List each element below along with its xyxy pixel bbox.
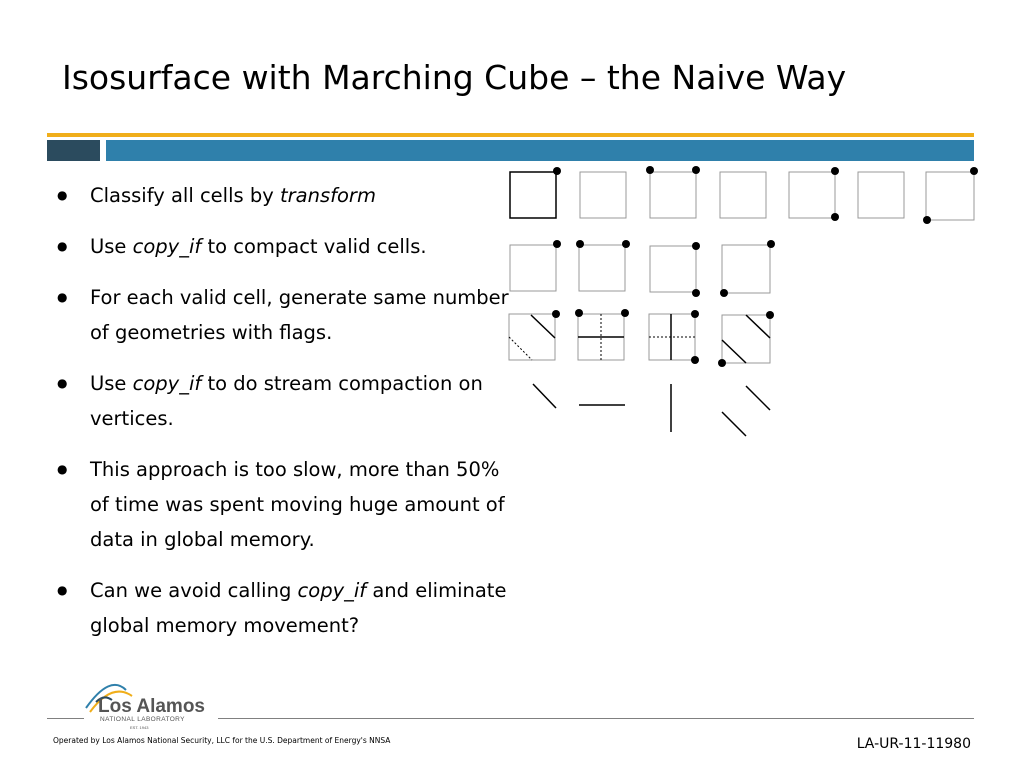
result-segment — [722, 412, 746, 436]
bullet-marker: ● — [57, 462, 68, 476]
vertex-dot — [621, 309, 629, 317]
grid-cell — [510, 245, 556, 291]
bullet-marker: ● — [57, 376, 68, 390]
document-number: LA-UR-11-11980 — [856, 736, 971, 752]
contour-segment — [531, 315, 555, 338]
bullet-item: ● This approach is too slow, more than 50% of time was spent moving huge amount of data in global memory. — [55, 452, 515, 557]
grid-cell — [510, 172, 556, 218]
grid-cell — [579, 245, 625, 291]
vertex-dot — [575, 309, 583, 317]
grid-cell — [722, 245, 770, 293]
slide-title: Isosurface with Marching Cube – the Naive Way — [62, 58, 847, 97]
header-blue-bar — [106, 140, 974, 161]
header-dark-block — [47, 140, 100, 161]
vertex-dot — [692, 242, 700, 250]
logo-est: EST. 1943 — [130, 725, 149, 730]
marching-cubes-diagram — [500, 160, 990, 440]
contour-segment — [722, 340, 746, 363]
footer-rule-left — [47, 718, 84, 719]
bullet-list — [55, 178, 515, 659]
grid-cell — [722, 315, 770, 363]
result-segment — [533, 384, 556, 408]
logo-name: Los Alamos — [98, 696, 205, 717]
grid-cell — [720, 172, 766, 218]
vertex-dot — [552, 310, 560, 318]
vertex-dot — [622, 240, 630, 248]
vertex-dot — [831, 213, 839, 221]
vertex-dot — [923, 216, 931, 224]
bullet-marker: ● — [57, 290, 68, 304]
vertex-dot — [692, 166, 700, 174]
bullet-item: ● Can we avoid calling copy_if and eliminate global memory movement? — [55, 573, 515, 643]
vertex-dot — [553, 240, 561, 248]
vertex-dot — [691, 310, 699, 318]
bullet-marker: ● — [57, 188, 68, 202]
vertex-dot — [970, 167, 978, 175]
vertex-dot — [691, 356, 699, 364]
result-segment — [746, 386, 770, 410]
bullet-marker: ● — [57, 239, 68, 253]
vertex-dot — [646, 166, 654, 174]
vertex-dot — [720, 289, 728, 297]
logo-sub: NATIONAL LABORATORY — [100, 716, 185, 723]
bullet-item: ● Use copy_if to compact valid cells. — [55, 229, 515, 264]
grid-cell — [926, 172, 974, 220]
grid-cell — [789, 172, 835, 218]
grid-cell — [858, 172, 904, 218]
dotted-segment — [509, 337, 532, 360]
grid-cell — [650, 172, 696, 218]
bullet-item: ● Classify all cells by transform — [55, 178, 515, 213]
vertex-dot — [767, 240, 775, 248]
bullet-marker: ● — [57, 583, 68, 597]
grid-cell — [580, 172, 626, 218]
bullet-item: ● For each valid cell, generate same number of geometries with flags. — [55, 280, 515, 350]
los-alamos-logo — [82, 672, 212, 734]
grid-cell — [650, 246, 696, 292]
vertex-dot — [553, 167, 561, 175]
grid-cell — [509, 314, 555, 360]
vertex-dot — [766, 311, 774, 319]
footer-rule-right — [218, 718, 974, 719]
operated-by-text: Operated by Los Alamos National Security, LLC for the U.S. Department of Energy's NNSA — [53, 736, 391, 745]
grid-cell — [649, 314, 695, 360]
vertex-dot — [831, 167, 839, 175]
contour-segment — [746, 315, 770, 338]
bullet-item: ● Use copy_if to do stream compaction on vertices. — [55, 366, 515, 436]
vertex-dot — [718, 359, 726, 367]
vertex-dot — [692, 289, 700, 297]
vertex-dot — [576, 240, 584, 248]
title-underline — [47, 133, 974, 137]
